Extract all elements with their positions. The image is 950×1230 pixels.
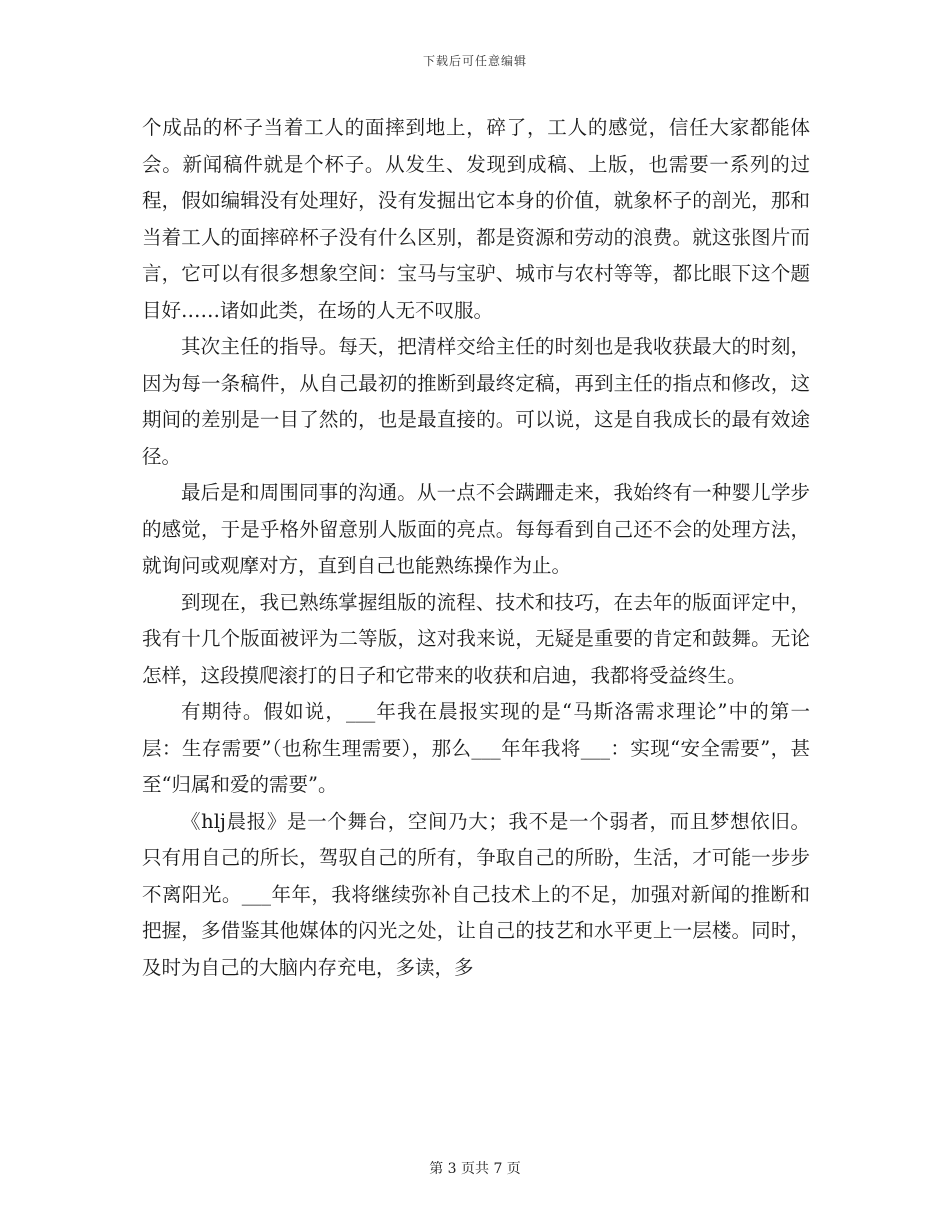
paragraph-5: 有期待。假如说，___年我在晨报实现的是“马斯洛需求理论”中的第一层：生存需要”（也称生理需要），那么___年年我将___：实现“安全需要”，甚至“归属和爱的需要”。 bbox=[142, 700, 810, 796]
page-header: 下载后可任意编辑 bbox=[422, 54, 527, 68]
paragraph-1: 个成品的杯子当着工人的面摔到地上，碎了，工人的感觉，信任大家都能体会。新闻稿件就是个杯子。从发生、发现到成稿、上版，也需要一系列的过程，假如编辑没有处理好，没有发掘出它本身的价值，就象杯子的剖光，那和当着工人的面摔碎杯子没有什么区别，都是资源和劳动的浪费。就这张图片而言，它可以有很多想象空间：宝马与宝驴、城市与农村等等，都比眼下这个题目好……诸如此类，在场的人无不叹服。 bbox=[142, 116, 810, 322]
paragraph-3: 最后是和周围同事的沟通。从一点不会蹒跚走来，我始终有一种婴儿学步的感觉，于是乎格外留意别人版面的亮点。每每看到自己还不会的处理方法，就询问或观摩对方，直到自己也能熟练操作为止。 bbox=[142, 481, 810, 577]
document-body bbox=[142, 110, 810, 986]
page-number-footer: 第 3 页共 7 页 bbox=[429, 1161, 521, 1177]
paragraph-6: 《hlj晨报》是一个舞台，空间乃大；我不是一个弱者，而且梦想依旧。只有用自己的所长，驾驭自己的所有，争取自己的所盼，生活，才可能一步步不离阳光。___年年，我将继续弥补自己技术上的不足，加强对新闻的推断和把握，多借鉴其他媒体的闪光之处，让自己的技艺和水平更上一层楼。同时，及时为自己的大脑内存充电，多读，多 bbox=[142, 809, 810, 979]
paragraph-4: 到现在，我已熟练掌握组版的流程、技术和技巧，在去年的版面评定中，我有十几个版面被评为二等版，这对我来说，无疑是重要的肯定和鼓舞。无论怎样，这段摸爬滚打的日子和它带来的收获和启迪，我都将受益终生。 bbox=[142, 590, 810, 687]
paragraph-2: 其次主任的指导。每天，把清样交给主任的时刻也是我收获最大的时刻，因为每一条稿件，从自己最初的推断到最终定稿，再到主任的指点和修改，这期间的差别是一目了然的，也是最直接的。可以说，这是自我成长的最有效途径。 bbox=[142, 335, 810, 468]
